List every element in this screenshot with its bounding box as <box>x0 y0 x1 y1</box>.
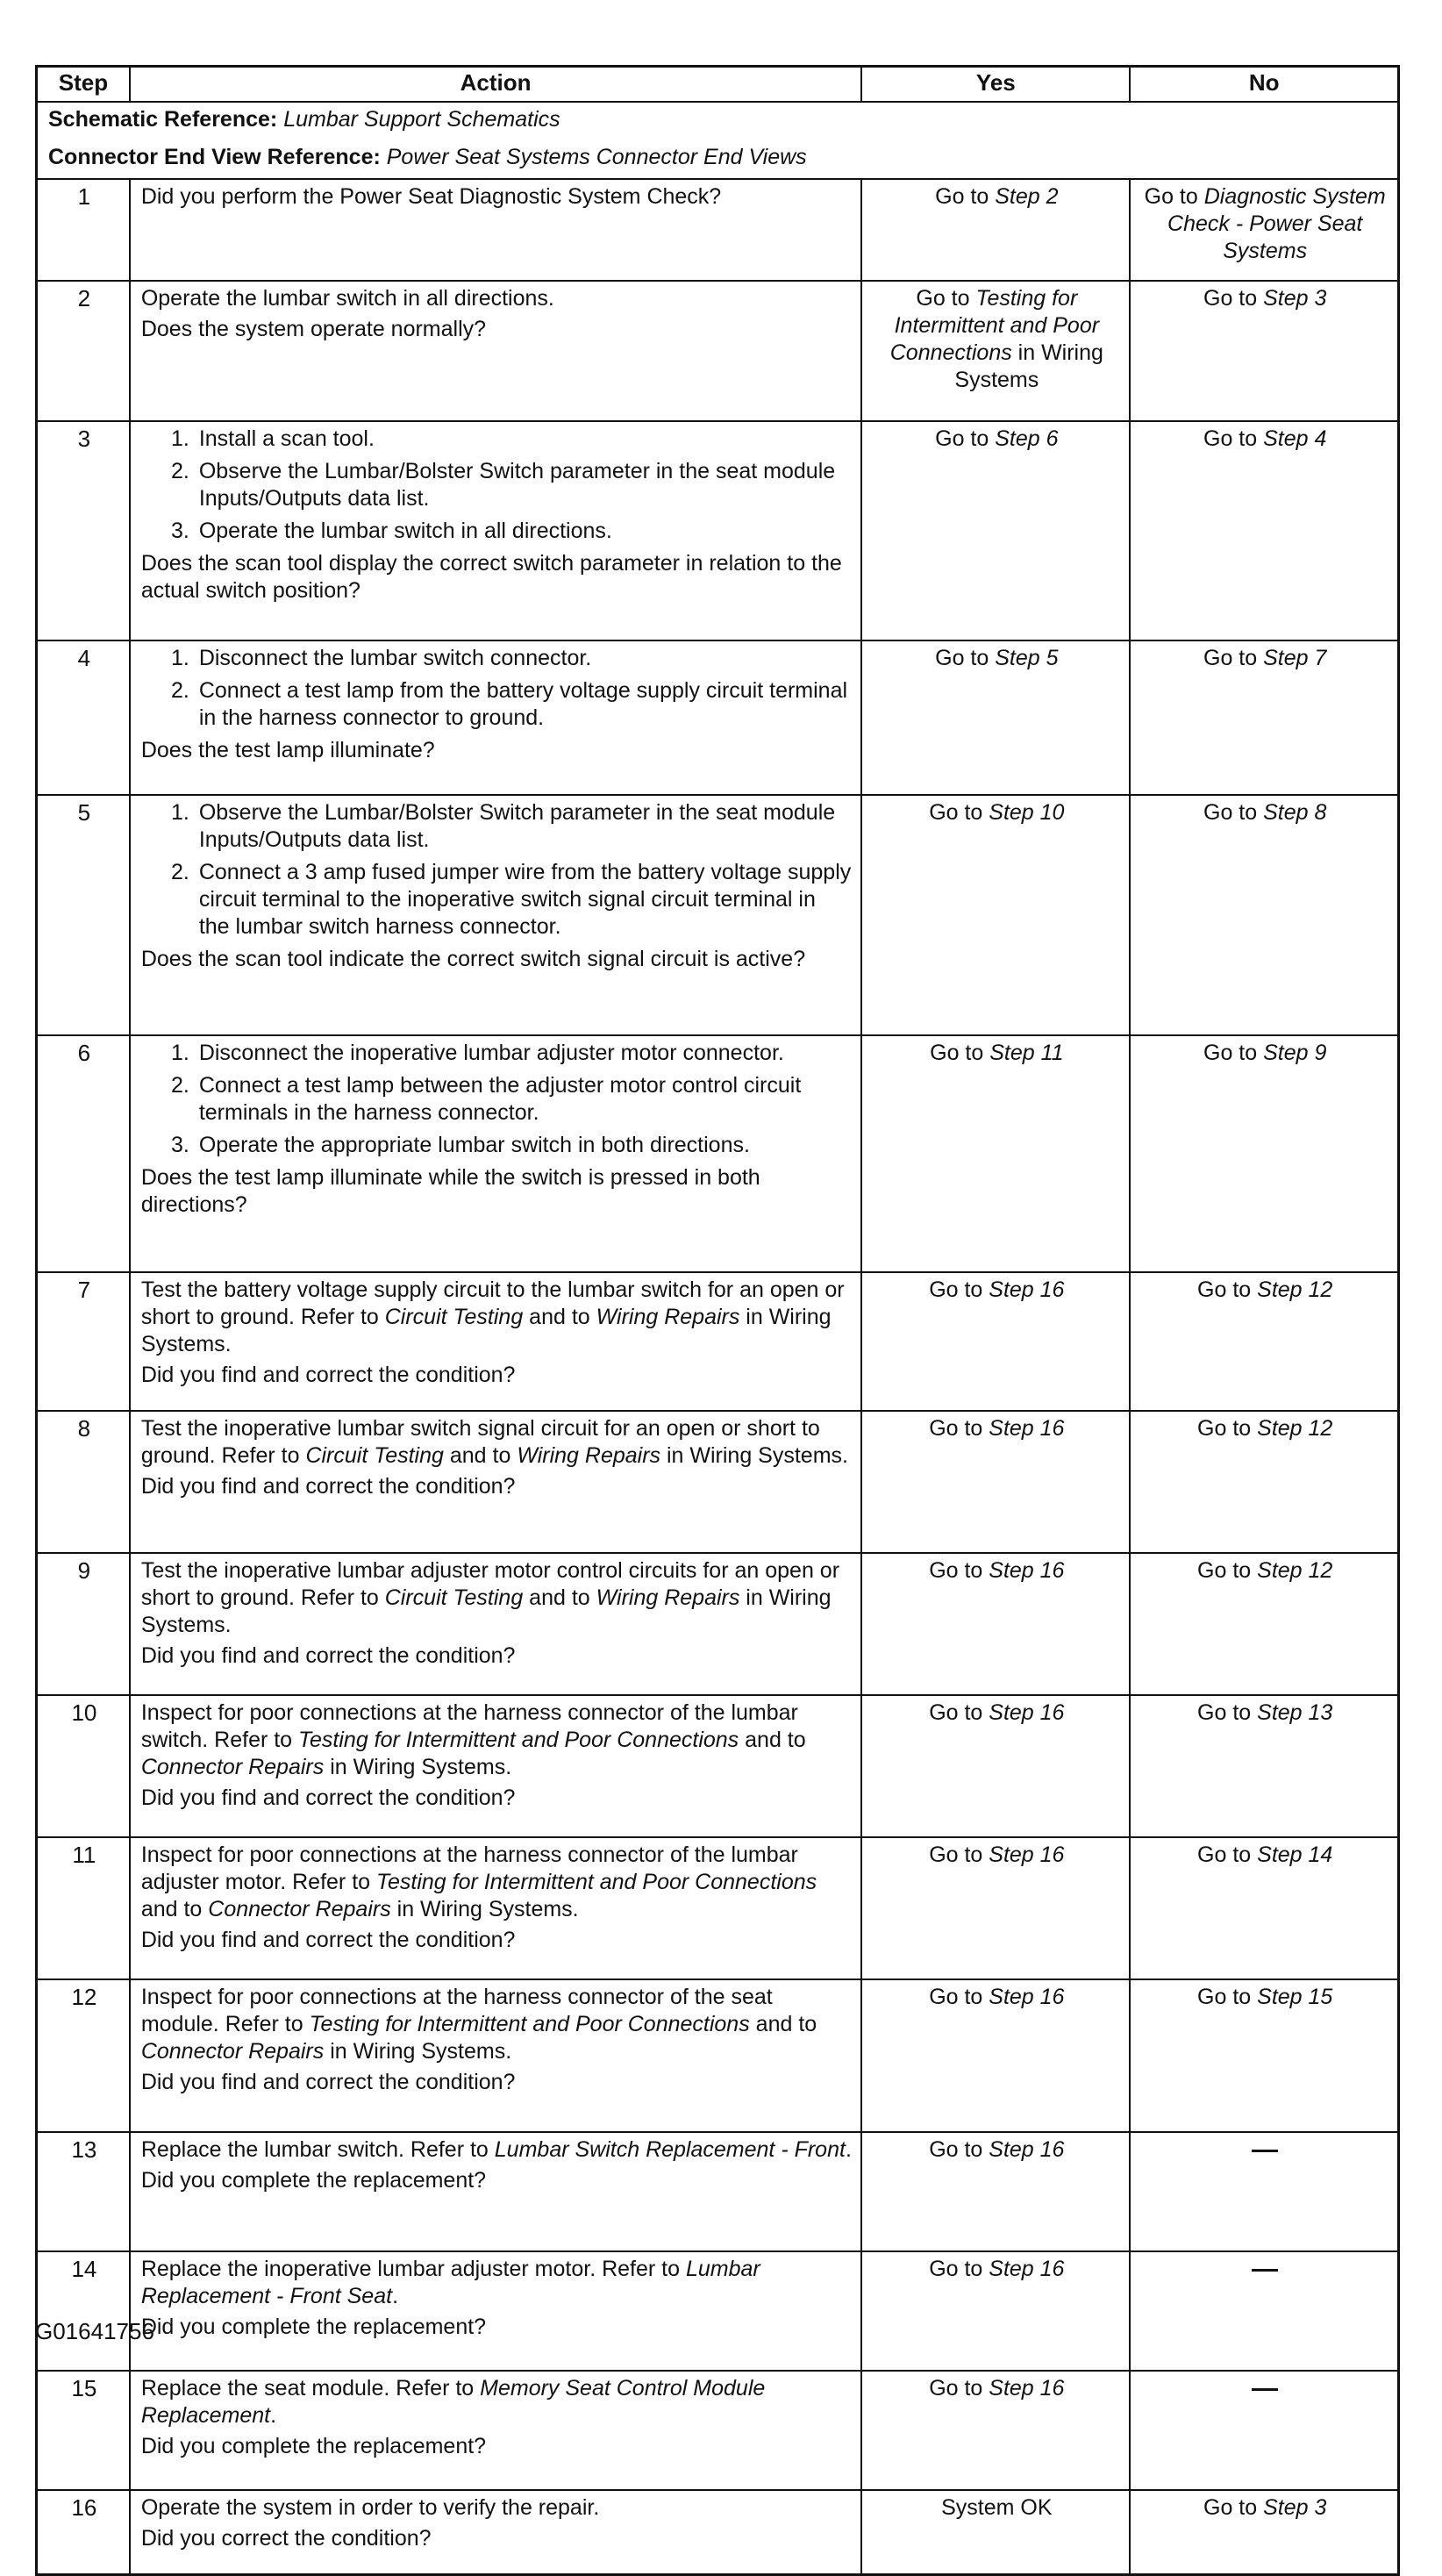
action-cell <box>130 421 861 640</box>
reference-link[interactable]: Step 9 <box>1263 1041 1327 1065</box>
yes-result <box>861 640 1130 795</box>
text-run: Did you find and correct the condition? <box>140 1785 516 1810</box>
schematic-reference-link[interactable]: Lumbar Support Schematics <box>283 107 560 132</box>
action-text <box>141 1415 852 1470</box>
text-run: Go to <box>935 184 996 209</box>
action-question <box>141 1164 852 1219</box>
reference-link[interactable]: Step 16 <box>989 1558 1065 1583</box>
text-run: Go to <box>929 2137 989 2162</box>
text-run: Did you find and correct the condition? <box>140 1363 516 1387</box>
text-run: in Wiring Systems. <box>324 2039 512 2064</box>
reference-link[interactable]: Step 16 <box>989 2376 1065 2401</box>
action-question <box>141 2069 852 2096</box>
action-question <box>141 946 852 973</box>
schematic-reference-label: Schematic Reference: <box>48 107 278 132</box>
step-number: 6 <box>37 1035 130 1272</box>
reference-link[interactable]: Circuit Testing <box>384 1585 524 1610</box>
action-steps-list <box>141 799 852 941</box>
text-run: Did you find and correct the condition? <box>140 2070 516 2094</box>
header-yes: Yes <box>861 67 1130 103</box>
no-result <box>1130 1411 1398 1553</box>
text-run: Go to <box>1203 426 1264 451</box>
text-run: Go to <box>929 2376 989 2401</box>
text-run: Test the battery voltage supply circuit to the lumbar switch for an open or short to ground. Refer to <box>140 1277 845 1329</box>
action-step-item: 3. Operate the appropriate lumbar switch in both directions. <box>196 1132 852 1159</box>
yes-result <box>861 2251 1130 2371</box>
action-text <box>141 285 852 312</box>
text-run: Go to <box>929 1416 989 1441</box>
step-number: 10 <box>37 1695 130 1837</box>
step-row <box>37 2251 1399 2371</box>
text-run: Did you complete the replacement? <box>140 2315 487 2339</box>
reference-link[interactable]: Step 16 <box>989 1843 1065 1867</box>
action-step-item: 2. Connect a test lamp from the battery voltage supply circuit terminal in the harness connector to ground. <box>196 677 852 732</box>
yes-result <box>861 1272 1130 1411</box>
text-run: Did you correct the condition? <box>140 2526 432 2551</box>
text-run: Go to <box>1197 1843 1258 1867</box>
action-cell <box>130 2490 861 2574</box>
action-cell <box>130 2371 861 2490</box>
no-result <box>1130 1553 1398 1695</box>
yes-result <box>861 2132 1130 2251</box>
reference-link[interactable]: Wiring Repairs <box>596 1305 740 1329</box>
action-text <box>141 2494 852 2522</box>
step-number: 9 <box>37 1553 130 1695</box>
text-run: Go to <box>929 1558 989 1583</box>
action-step-item: 1. Install a scan tool. <box>196 426 852 453</box>
step-number: 15 <box>37 2371 130 2490</box>
reference-link[interactable]: Step 16 <box>989 1416 1065 1441</box>
text-run: Did you find and correct the condition? <box>140 1643 516 1668</box>
no-result <box>1130 179 1398 281</box>
step-number: 12 <box>37 1979 130 2132</box>
step-row <box>37 1979 1399 2132</box>
no-result <box>1130 1272 1398 1411</box>
reference-link[interactable]: Step 16 <box>989 1700 1065 1725</box>
connector-reference-label: Connector End View Reference: <box>48 145 381 169</box>
action-text <box>141 2375 852 2429</box>
action-step-item: 1. Observe the Lumbar/Bolster Switch parameter in the seat module Inputs/Outputs data list. <box>196 799 852 854</box>
reference-link[interactable]: Wiring Repairs <box>517 1443 661 1468</box>
step-row <box>37 1837 1399 1979</box>
action-question <box>141 2433 852 2460</box>
text-run: Go to <box>929 2257 989 2281</box>
step-row <box>37 179 1399 281</box>
connector-reference-row <box>37 140 1399 179</box>
action-text <box>141 1842 852 1923</box>
action-steps-list <box>141 645 852 732</box>
text-run: Go to <box>1203 646 1264 670</box>
text-run: Test the inoperative lumbar adjuster motor control circuits for an open or short to ground. Refer to <box>140 1558 840 1610</box>
no-result <box>1130 795 1398 1035</box>
text-run: Go to <box>1203 2495 1264 2520</box>
action-text <box>141 183 852 211</box>
text-run: in Wiring Systems. <box>140 1585 832 1637</box>
step-row <box>37 1035 1399 1272</box>
schematic-reference-row <box>37 102 1399 140</box>
step-number: 3 <box>37 421 130 640</box>
reference-link[interactable]: Step 3 <box>1263 2495 1327 2520</box>
no-result <box>1130 2371 1398 2490</box>
action-step-item: 2. Connect a test lamp between the adjuster motor control circuit terminals in the harness connector. <box>196 1072 852 1127</box>
text-run: and to <box>523 1585 596 1610</box>
text-run: Go to <box>1203 286 1264 311</box>
action-text <box>141 1699 852 1781</box>
no-result <box>1130 281 1398 421</box>
text-run: . <box>270 2403 277 2428</box>
yes-result <box>861 1979 1130 2132</box>
action-text <box>141 1277 852 1358</box>
reference-link[interactable]: Circuit Testing <box>384 1305 524 1329</box>
action-cell <box>130 795 861 1035</box>
action-question <box>141 316 852 343</box>
reference-link[interactable]: Step 16 <box>989 2257 1065 2281</box>
action-question <box>141 1473 852 1500</box>
text-run: Did you find and correct the condition? <box>140 1928 516 1952</box>
reference-link[interactable]: Step 12 <box>1257 1277 1333 1302</box>
reference-link[interactable]: Step 12 <box>1257 1416 1333 1441</box>
reference-link[interactable]: Step 8 <box>1263 800 1327 825</box>
no-result <box>1130 1695 1398 1837</box>
reference-link[interactable]: Step 14 <box>1257 1843 1333 1867</box>
action-question <box>141 1785 852 1812</box>
reference-link[interactable]: Step 2 <box>995 184 1059 209</box>
header-action: Action <box>130 67 861 103</box>
text-run: Does the scan tool indicate the correct switch signal circuit is active? <box>140 947 806 971</box>
step-row <box>37 2132 1399 2251</box>
text-run: Inspect for poor connections at the harness connector of the seat module. Refer to <box>140 1985 773 2036</box>
action-cell <box>130 1695 861 1837</box>
yes-result <box>861 1837 1130 1979</box>
diagnostic-table <box>35 65 1400 2576</box>
step-number: 8 <box>37 1411 130 1553</box>
text-run: Did you complete the replacement? <box>140 2434 487 2458</box>
text-run: Replace the inoperative lumbar adjuster motor. Refer to <box>140 2257 686 2281</box>
text-run: . <box>845 2137 852 2162</box>
no-result <box>1130 2490 1398 2574</box>
action-cell <box>130 640 861 795</box>
reference-link[interactable]: Step 6 <box>995 426 1059 451</box>
step-number: 2 <box>37 281 130 421</box>
schematic-reference <box>37 102 1399 140</box>
yes-result <box>861 1553 1130 1695</box>
reference-link[interactable]: Step 13 <box>1257 1700 1333 1725</box>
step-row <box>37 2371 1399 2490</box>
step-number: 13 <box>37 2132 130 2251</box>
step-number: 14 <box>37 2251 130 2371</box>
text-run: Go to <box>935 426 996 451</box>
reference-link[interactable]: Step 11 <box>989 1041 1064 1065</box>
reference-link[interactable]: Memory Seat Control Module Replacement <box>140 2376 766 2428</box>
step-row <box>37 640 1399 795</box>
text-run: in Wiring Systems. <box>660 1443 848 1468</box>
reference-link[interactable]: Step 12 <box>1257 1558 1333 1583</box>
reference-link[interactable]: Diagnostic System Check - Power Seat Systems <box>1167 184 1386 263</box>
header-step: Step <box>37 67 130 103</box>
figure-id: G01641756 <box>35 2318 154 2344</box>
no-result <box>1130 1979 1398 2132</box>
yes-result <box>861 2490 1130 2574</box>
reference-link[interactable]: Wiring Repairs <box>596 1585 740 1610</box>
reference-link[interactable]: Testing for Intermittent and Poor Connections <box>309 2012 750 2036</box>
text-run: Go to <box>935 646 996 670</box>
action-question <box>141 550 852 605</box>
yes-result <box>861 1035 1130 1272</box>
no-result <box>1130 2132 1398 2251</box>
step-number: 4 <box>37 640 130 795</box>
step-row <box>37 1553 1399 1695</box>
reference-link[interactable]: Testing for Intermittent and Poor Connections <box>298 1728 739 1752</box>
text-run: Go to <box>930 1041 990 1065</box>
text-run: Replace the lumbar switch. Refer to <box>140 2137 495 2162</box>
action-question <box>141 2167 852 2194</box>
text-run: Operate the lumbar switch in all directions. <box>140 286 554 311</box>
action-cell <box>130 2251 861 2371</box>
action-step-item: 1. Disconnect the lumbar switch connector. <box>196 645 852 672</box>
action-text <box>141 1557 852 1639</box>
action-cell <box>130 1837 861 1979</box>
text-run: and to <box>749 2012 817 2036</box>
no-result <box>1130 640 1398 795</box>
step-number: 16 <box>37 2490 130 2574</box>
yes-result <box>861 795 1130 1035</box>
text-run: in Wiring Systems. <box>390 1897 579 1921</box>
action-text <box>141 2136 852 2164</box>
yes-result <box>861 421 1130 640</box>
text-run: Does the scan tool display the correct switch parameter in relation to the actual switch position? <box>140 551 842 603</box>
action-step-item: 1. Disconnect the inoperative lumbar adjuster motor connector. <box>196 1040 852 1067</box>
text-run: Does the test lamp illuminate? <box>140 738 435 762</box>
action-cell <box>130 1979 861 2132</box>
action-steps-list <box>141 426 852 545</box>
text-run: Did you find and correct the condition? <box>140 1474 516 1499</box>
action-cell <box>130 2132 861 2251</box>
text-run: Did you perform the Power Seat Diagnostic System Check? <box>140 184 722 209</box>
reference-link[interactable]: Circuit Testing <box>305 1443 444 1468</box>
text-run: in Wiring Systems. <box>324 1755 512 1779</box>
action-cell <box>130 1553 861 1695</box>
reference-link[interactable]: Step 7 <box>1263 646 1327 670</box>
text-run: Does the system operate normally? <box>140 317 487 341</box>
reference-link[interactable]: Step 4 <box>1263 426 1327 451</box>
action-text <box>141 2256 852 2310</box>
text-run: System OK <box>941 2495 1053 2520</box>
reference-link[interactable]: Testing for Intermittent and Poor Connections <box>889 286 1100 365</box>
reference-link[interactable]: Step 15 <box>1257 1985 1333 2009</box>
reference-link[interactable]: Testing for Intermittent and Poor Connections <box>376 1870 817 1894</box>
text-run: Go to <box>1197 1558 1258 1583</box>
reference-link[interactable]: Lumbar Switch Replacement - Front <box>494 2137 846 2162</box>
text-run: Replace the seat module. Refer to <box>140 2376 481 2401</box>
header-no: No <box>1130 67 1398 103</box>
action-cell <box>130 281 861 421</box>
reference-link[interactable]: Connector Repairs <box>208 1897 391 1921</box>
text-run: Go to <box>1197 1277 1258 1302</box>
connector-reference <box>37 140 1399 179</box>
dash-mark <box>1252 2269 1278 2272</box>
reference-link[interactable]: Step 10 <box>989 800 1065 825</box>
step-row <box>37 2490 1399 2574</box>
action-cell <box>130 1411 861 1553</box>
text-run: Go to <box>929 1843 989 1867</box>
action-question <box>141 2314 852 2341</box>
text-run: Did you complete the replacement? <box>140 2168 487 2193</box>
reference-link[interactable]: Lumbar Replacement - Front Seat <box>140 2257 760 2308</box>
action-cell <box>130 1035 861 1272</box>
text-run: and to <box>140 1897 209 1921</box>
no-result <box>1130 1837 1398 1979</box>
text-run: . <box>392 2284 399 2308</box>
text-run: Go to <box>929 1985 989 2009</box>
text-run: Go to <box>916 286 976 311</box>
no-result <box>1130 421 1398 640</box>
text-run: Go to <box>1144 184 1204 209</box>
text-run: Go to <box>1197 1416 1258 1441</box>
text-run: Go to <box>1197 1700 1258 1725</box>
connector-reference-link[interactable]: Power Seat Systems Connector End Views <box>386 145 807 169</box>
step-row <box>37 1695 1399 1837</box>
text-run: Does the test lamp illuminate while the switch is pressed in both directions? <box>140 1165 760 1217</box>
yes-result <box>861 179 1130 281</box>
action-step-item: 2. Observe the Lumbar/Bolster Switch parameter in the seat module Inputs/Outputs data list. <box>196 458 852 512</box>
action-step-item: 3. Operate the lumbar switch in all directions. <box>196 518 852 545</box>
step-number: 1 <box>37 179 130 281</box>
action-question <box>141 1642 852 1670</box>
text-run: Go to <box>1203 800 1264 825</box>
step-row <box>37 1411 1399 1553</box>
no-result <box>1130 2251 1398 2371</box>
text-run: Go to <box>929 1277 989 1302</box>
reference-link[interactable]: Step 16 <box>989 1985 1065 2009</box>
text-run: Inspect for poor connections at the harness connector of the lumbar adjuster motor. Refer to <box>140 1843 798 1894</box>
yes-result <box>861 2371 1130 2490</box>
reference-link[interactable]: Connector Repairs <box>140 2039 325 2064</box>
reference-link[interactable]: Connector Repairs <box>140 1755 325 1779</box>
action-question <box>141 2525 852 2552</box>
text-run: Test the inoperative lumbar switch signal circuit for an open or short to ground. Refer to <box>140 1416 820 1468</box>
action-text <box>141 1984 852 2065</box>
step-row <box>37 421 1399 640</box>
step-row <box>37 795 1399 1035</box>
header-row <box>37 67 1399 103</box>
step-number: 11 <box>37 1837 130 1979</box>
reference-link[interactable]: Step 16 <box>989 2137 1065 2162</box>
action-cell <box>130 179 861 281</box>
text-run: Inspect for poor connections at the harness connector of the lumbar switch. Refer to <box>140 1700 798 1752</box>
text-run: in Wiring Systems <box>954 340 1103 392</box>
text-run: Go to <box>929 1700 989 1725</box>
text-run: Go to <box>929 800 989 825</box>
step-row <box>37 1272 1399 1411</box>
action-question <box>141 1362 852 1389</box>
reference-link[interactable]: Step 5 <box>995 646 1059 670</box>
text-run: and to <box>739 1728 806 1752</box>
action-question <box>141 1927 852 1954</box>
dash-mark <box>1252 2150 1278 2152</box>
diagnostic-sheet <box>35 65 1400 2576</box>
text-run: Go to <box>1203 1041 1264 1065</box>
text-run: Go to <box>1197 1985 1258 2009</box>
yes-result <box>861 1411 1130 1553</box>
no-result <box>1130 1035 1398 1272</box>
dash-mark <box>1252 2388 1278 2391</box>
action-question <box>141 737 852 764</box>
text-run: and to <box>443 1443 518 1468</box>
step-number: 7 <box>37 1272 130 1411</box>
yes-result <box>861 1695 1130 1837</box>
action-steps-list <box>141 1040 852 1159</box>
reference-link[interactable]: Step 3 <box>1263 286 1327 311</box>
reference-link[interactable]: Step 16 <box>989 1277 1065 1302</box>
action-step-item: 2. Connect a 3 amp fused jumper wire from the battery voltage supply circuit terminal to the inoperative switch signal circuit terminal in the lumbar switch harness connector. <box>196 859 852 941</box>
text-run: Operate the system in order to verify the repair. <box>140 2495 600 2520</box>
step-row <box>37 281 1399 421</box>
yes-result <box>861 281 1130 421</box>
step-number: 5 <box>37 795 130 1035</box>
text-run: in Wiring Systems. <box>140 1305 832 1356</box>
text-run: and to <box>523 1305 596 1329</box>
action-cell <box>130 1272 861 1411</box>
